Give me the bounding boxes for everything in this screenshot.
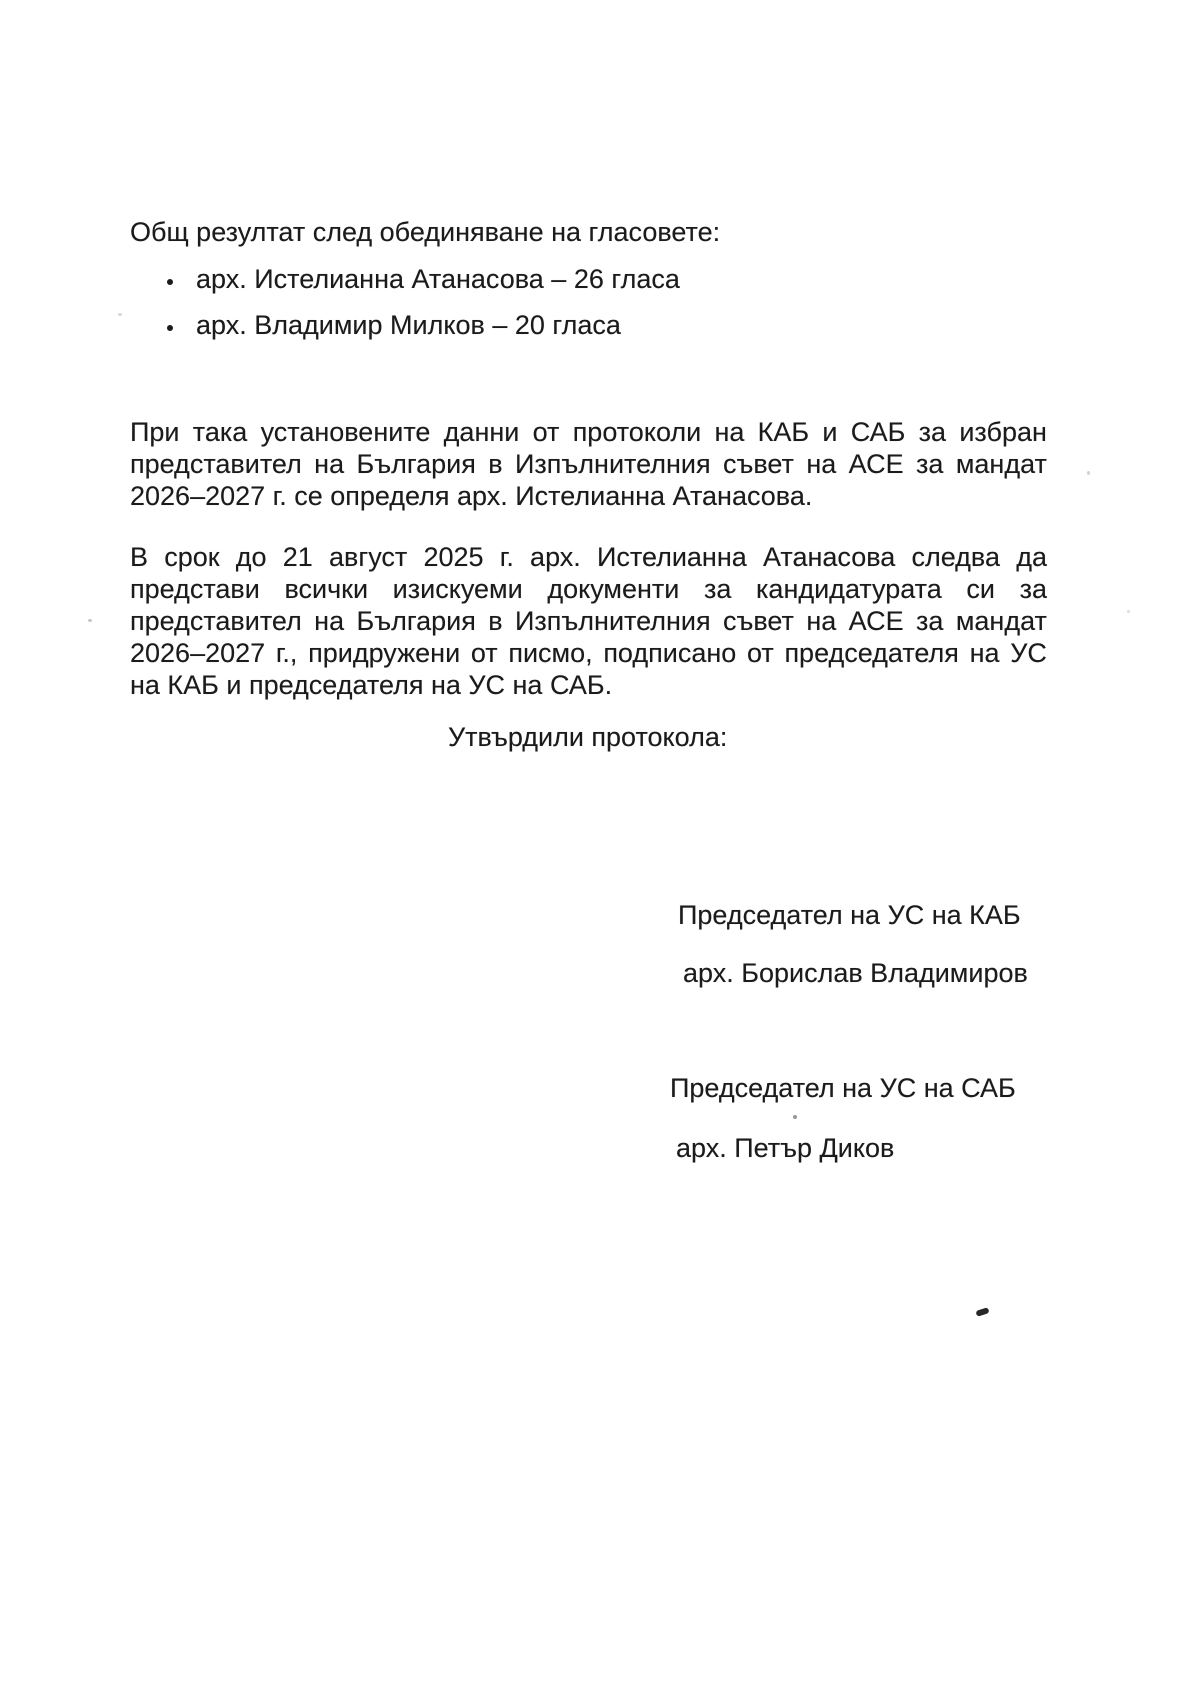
- paragraph-line: В срок до 21 август 2025 г. арх. Истелианна Атанасова следва да: [130, 542, 1047, 572]
- scan-artifact: [1127, 610, 1130, 613]
- scan-artifact: [793, 1115, 797, 1119]
- paragraph-line: представител на България в Изпълнителния съвет на АСЕ за мандат: [130, 449, 1047, 479]
- list-item: [130, 263, 1047, 295]
- scan-artifact: [88, 619, 92, 622]
- list-item: [130, 309, 1047, 341]
- paragraph-deadline: [130, 541, 1047, 701]
- signature-kab-name: арх. Борислав Владимиров: [683, 958, 1028, 988]
- vote-result-text: арх. Владимир Милков – 20 гласа: [196, 310, 621, 340]
- paragraph-line: на КАБ и председателя на УС на САБ.: [130, 670, 613, 700]
- paragraph-line: 2026–2027 г. се определя арх. Истелианна Атанасова.: [130, 481, 813, 511]
- paragraph-line: представител на България в Изпълнителния съвет на АСЕ за мандат: [130, 606, 1047, 636]
- scan-artifact: [118, 313, 122, 316]
- signature-kab-title: Председател на УС на КАБ: [678, 900, 1021, 930]
- vote-result-text: арх. Истелианна Атанасова – 26 гласа: [196, 264, 680, 294]
- paragraph-line: представи всички изискуеми документи за кандидатурата си за: [130, 574, 1047, 604]
- scan-artifact: [975, 1307, 989, 1317]
- bullet-marker-icon: [167, 325, 173, 331]
- vote-results-list: [130, 263, 1047, 341]
- signature-sab-name: арх. Петър Диков: [676, 1133, 895, 1163]
- approval-heading: Утвърдили протокола:: [448, 722, 728, 752]
- bullet-marker-icon: [167, 279, 173, 285]
- paragraph-decision: [130, 416, 1047, 512]
- scan-artifact: [1087, 471, 1090, 475]
- paragraph-line: При така установените данни от протоколи на КАБ и САБ за избран: [130, 417, 1047, 447]
- paragraph-line: 2026–2027 г., придружени от писмо, подписано от председателя на УС: [130, 638, 1047, 668]
- signature-sab-title: Председател на УС на САБ: [670, 1073, 1016, 1103]
- intro-line: Общ резултат след обединяване на гласовете:: [130, 217, 721, 247]
